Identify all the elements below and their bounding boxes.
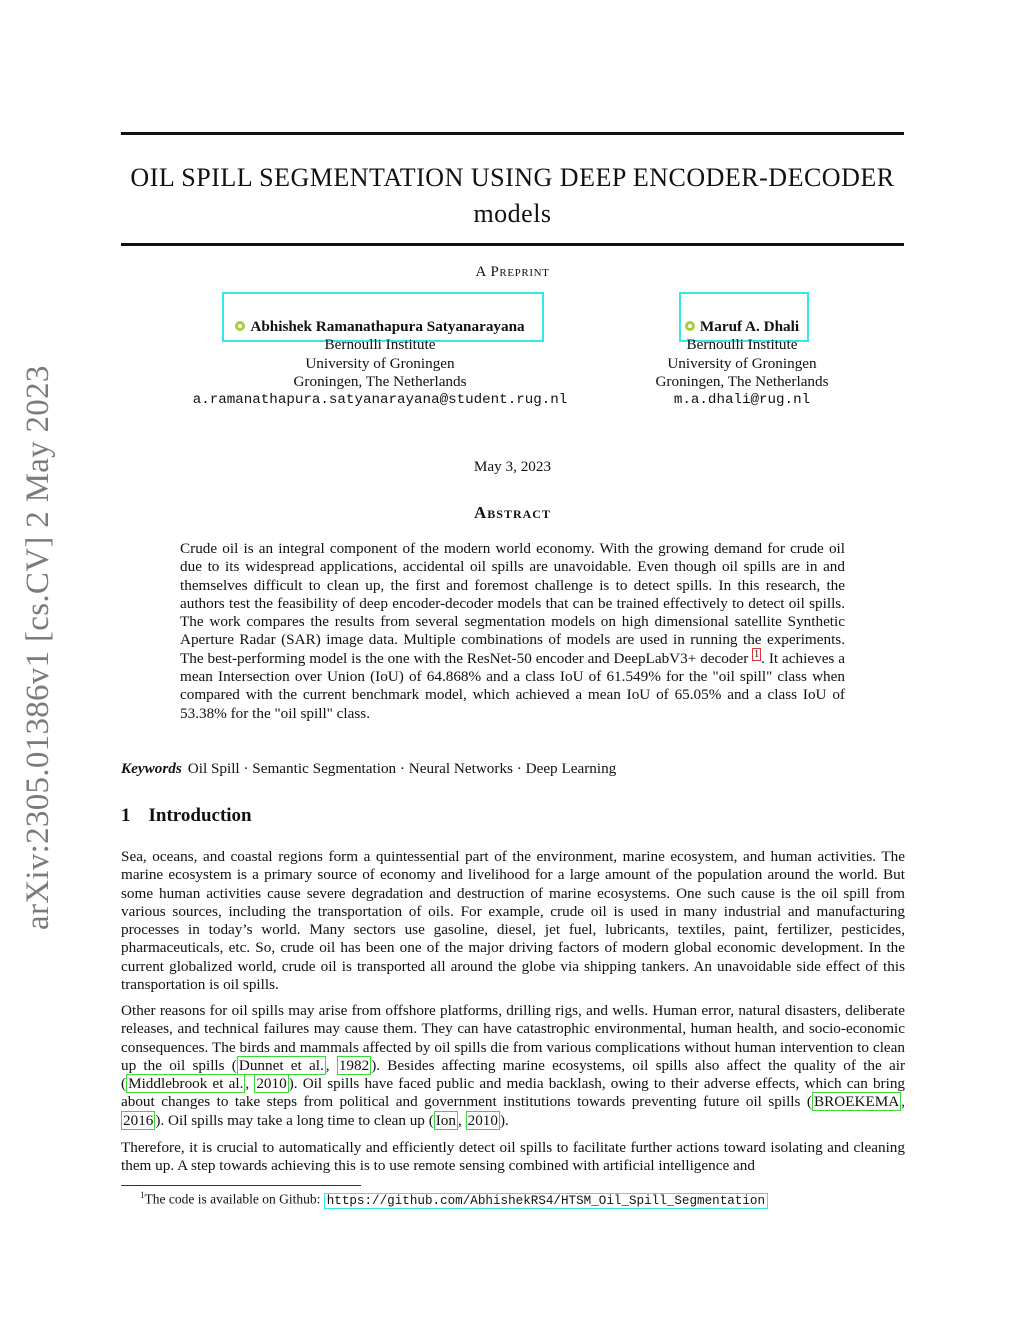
paper-title-line2: models	[473, 199, 552, 228]
author-affiliation: Bernoulli Institute	[324, 336, 436, 354]
keywords-text: Oil Spill · Semantic Segmentation · Neural Networks · Deep Learning	[187, 760, 617, 777]
author-name[interactable]: Abhishek Ramanathapura Satyanarayana	[250, 318, 525, 335]
citation-link[interactable]: Dunnet et al.	[238, 1056, 324, 1074]
citation-link[interactable]: 2010	[467, 1111, 498, 1129]
footnote: $^1$The code is available on Github: https://github.com/AbhishekRS4/HTSM_Oil_Spill_Segmentation	[140, 1190, 768, 1208]
section-heading: 1 Introduction	[121, 805, 252, 826]
intro-paragraph-3: Therefore, it is crucial to automatically and efficiently detect oil spills to facilitate further actions toward isolating and cleaning them up. A step towards achieving this is to use remote sensing combined with artificial intelligence and	[121, 1139, 905, 1175]
footnote-mark: 1	[140, 1190, 145, 1200]
author-university: University of Groningen	[305, 354, 455, 372]
orcid-icon[interactable]	[235, 321, 245, 331]
author-name[interactable]: Maruf A. Dhali	[699, 318, 800, 335]
author-email[interactable]: a.ramanathapura.satyanarayana@student.rug.nl	[192, 392, 568, 409]
paper-date: May 3, 2023	[473, 458, 552, 475]
intro-paragraph-2: Other reasons for oil spills may arise from offshore platforms, drilling rigs, and wells. Human error, natural disasters, deliberate releases, and technical failures may cause them. They can have catastrophic environmental, human health, and socio-economic consequences. The birds and mammals affected by oil spills die from various complications without human intervention to clean up the oil spills ( Dunnet et al. , 1982 ). Besides affecting marine ecosystems, oil spills also affect the quality of the air ( Middlebrook et al. , 2010 ). Oil spills have faced public and media backlash, owing to their adverse effects, which can bring about changes to take steps from political and government institutions towards preventing future oil spills ( BROEKEMA , 2016 ). Oil spills may take a long time to clean up ( Ion , 2010 ).	[121, 1002, 906, 1129]
author-block-2	[622, 318, 862, 409]
citation-link[interactable]: BROEKEMA	[813, 1093, 900, 1111]
author-location: Groningen, The Netherlands	[655, 372, 829, 390]
citation-link[interactable]: 1982	[338, 1056, 370, 1074]
abstract-body: Crude oil is an integral component of the modern world economy. With the growing demand for crude oil due to its widespread applications, accidental oil spills are unavoidable. Even though oil spills are in and themselves difficult to clean up, the first and foremost challenge is to detect spills. In this research, the authors test the feasibility of deep encoder-decoder models that can be trained effectively to detect oil spills. The work compares the results from several segmentation models on high dimensional satellite Synthetic Aperture Radar (SAR) image data. Multiple combinations of models are used in running the experiments. The best-performing model is the one with the ResNet-50 encoder and DeepLabV3+ decoder $^1$ . It achieves a mean Intersection over Union (IoU) of 64.868% and a class IoU of 61.549% for the "oil spill" class when compared with the current benchmark model, which achieved a mean IoU of 65.05% and a class IoU of 53.38% for the "oil spill" class.	[180, 540, 845, 722]
keywords-label: Keywords	[121, 760, 182, 777]
footnote-ref-link[interactable]: 1	[754, 648, 760, 660]
abstract-heading: Abstract	[474, 503, 551, 522]
footnote-rule	[121, 1185, 361, 1186]
citation-link[interactable]: 2010	[256, 1075, 287, 1093]
citation-link[interactable]: Middlebrook et al.	[128, 1075, 244, 1093]
paper-title	[121, 160, 904, 232]
github-url-link[interactable]: https://github.com/AbhishekRS4/HTSM_Oil_Spill_Segmentation	[324, 1193, 768, 1209]
author-email[interactable]: m.a.dhali@rug.nl	[673, 392, 811, 409]
paper-title-line1: OIL SPILL SEGMENTATION USING DEEP ENCODER-DECODER	[130, 163, 895, 192]
orcid-icon[interactable]	[685, 321, 695, 331]
title-bottom-rule	[121, 243, 904, 246]
keywords	[121, 760, 616, 778]
title-top-rule	[121, 132, 904, 135]
author-affiliation: Bernoulli Institute	[686, 336, 798, 354]
citation-link[interactable]: 2016	[123, 1111, 154, 1129]
author-location: Groningen, The Netherlands	[293, 372, 467, 390]
author-block-1	[150, 318, 610, 409]
preprint-label: A Preprint	[475, 264, 550, 280]
intro-paragraph-1: Sea, oceans, and coastal regions form a quintessential part of the environment, marine ecosystem, and human activities. The marine ecosystem is a primary source of economy and livelihood for a large amount of the population around the world. But some human activities cause severe degradation and destruction of marine ecosystems. One such cause is the oil spill from various sources, including the transportation of oils. For example, crude oil is used in many industrial and manufacturing processes in today’s world. Many sectors use gasoline, diesel, jet fuel, lubricants, textiles, paint, fertilizer, pesticides, pharmaceuticals, etc. So, crude oil has been one of the major driving factors of modern global economic development. In the current globalized world, crude oil is transported all around the globe via shipping tankers. An unavoidable side effect of this transportation is oil spills.	[121, 848, 905, 994]
arxiv-sidebar-id: arXiv:2305.01386v1 [cs.CV] 2 May 2023	[20, 365, 56, 930]
citation-link[interactable]: Ion	[435, 1111, 456, 1129]
author-university: University of Groningen	[667, 354, 817, 372]
